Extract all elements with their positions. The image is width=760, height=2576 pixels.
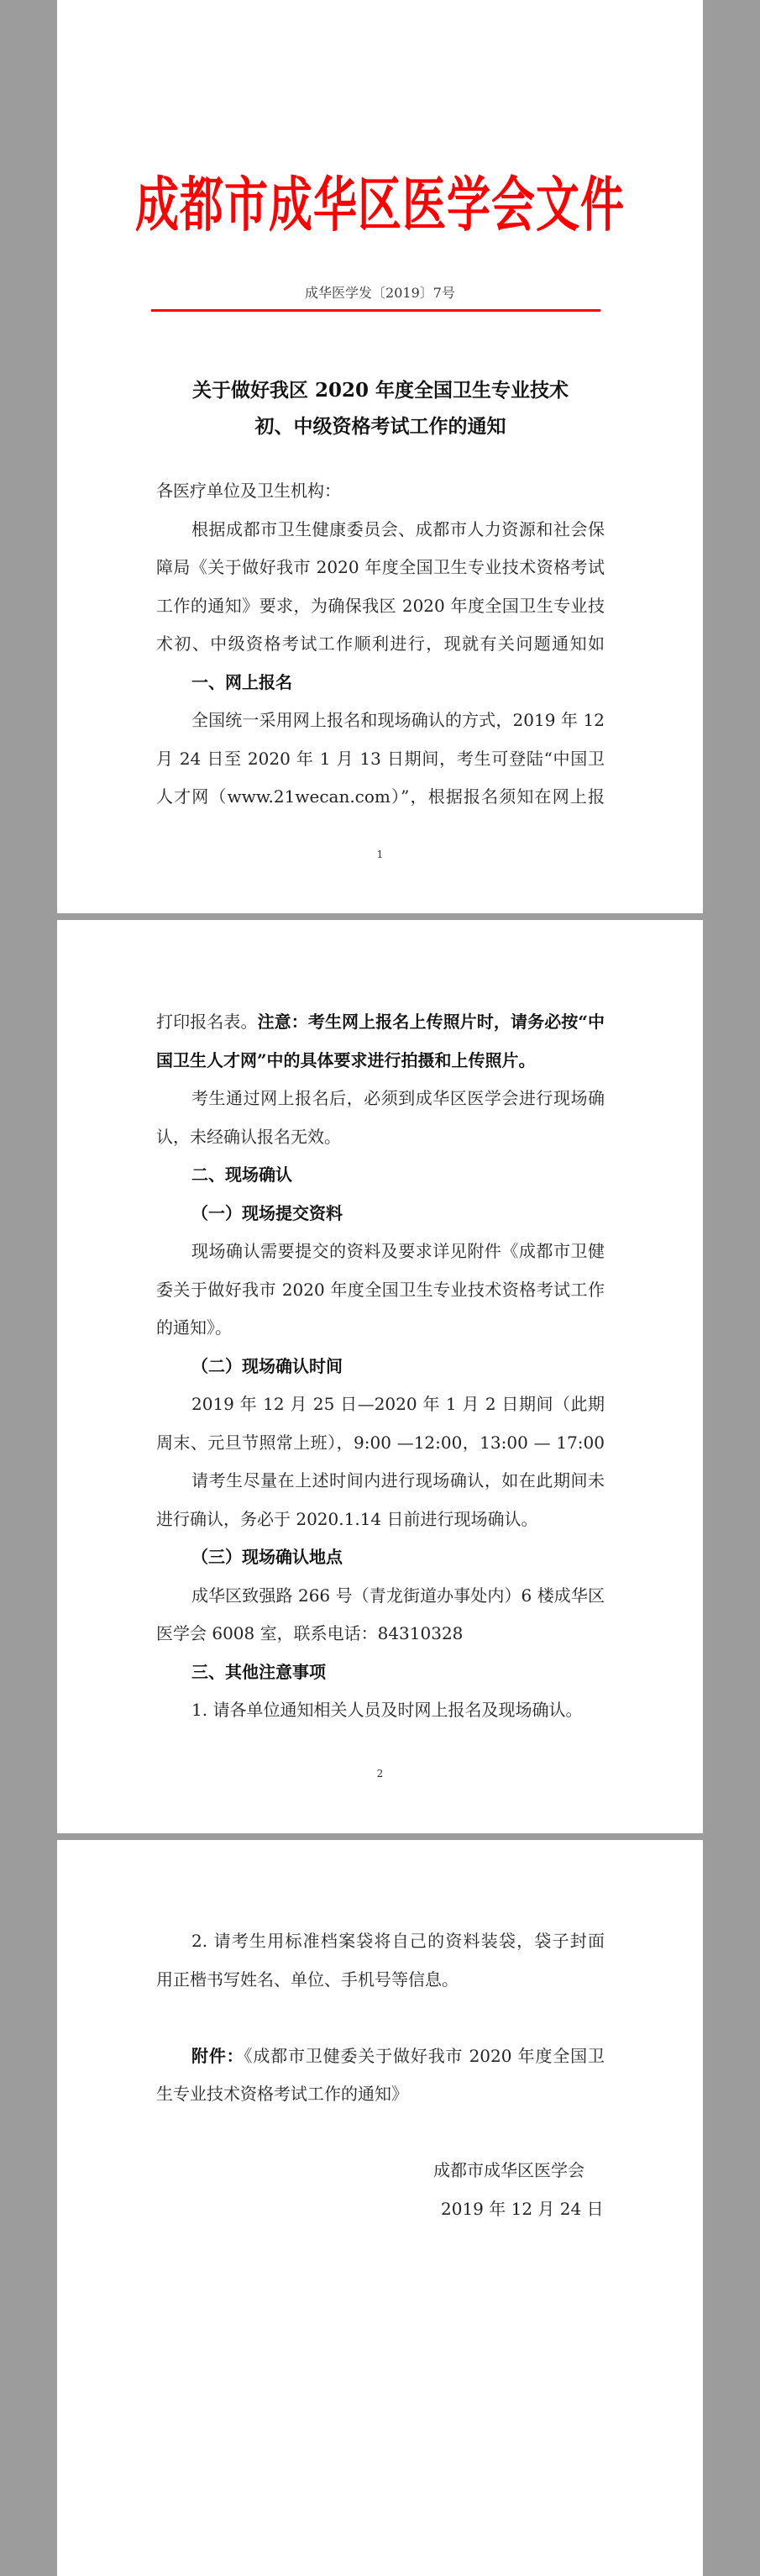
text-line [156, 2037, 605, 2076]
text-line: 的通知》。 [156, 1317, 232, 1338]
text-line: 全国统一采用网上报名和现场确认的方式，2019 年 12 [191, 710, 605, 730]
red-divider [151, 309, 600, 312]
signature-org: 成都市成华区医学会 [433, 2160, 584, 2180]
text-segment: 打印报名表。 [156, 1012, 258, 1032]
text-line: 2. 请考生用标准档案袋将自己的资料装袋，袋子封面 [191, 1931, 605, 1951]
text-line [156, 1003, 605, 1042]
section-heading: 国卫生人才网”中的具体要求进行拍摄和上传照片。 [156, 1049, 536, 1070]
text-line: 委关于做好我市 2020 年度全国卫生专业技术资格考试工作 [156, 1279, 605, 1300]
signature-date: 2019 年 12 月 24 日 [441, 2198, 604, 2219]
document-page-2 [57, 920, 703, 1833]
text-line: 月 24 日至 2020 年 1 月 13 日期间，考生可登陆“中国卫 [156, 748, 605, 769]
text-line: 1. 请各单位通知相关人员及时网上报名及现场确认。 [191, 1700, 583, 1720]
text-line: 考生通过网上报名后，必须到成华区医学会进行现场确 [191, 1088, 605, 1108]
section-heading: （一）现场提交资料 [191, 1202, 343, 1223]
document-title-line: 初、中级资格考试工作的通知 [254, 415, 506, 438]
page-number: 1 [376, 849, 384, 860]
text-line: 进行确认，务必于 2020.1.14 日前进行现场确认。 [156, 1508, 538, 1529]
text-line: 医学会 6008 室，联系电话：84310328 [156, 1623, 464, 1643]
text-line: 用正楷书写姓名、单位、手机号等信息。 [156, 1969, 459, 1990]
section-heading: （二）现场确认时间 [191, 1355, 343, 1376]
document-page-3 [57, 1840, 703, 2576]
bold-text: 附件： [191, 2045, 244, 2066]
text-segment: 《成都市卫健委关于做好我市 2020 年度全国卫 [244, 2045, 605, 2066]
section-heading: 三、其他注意事项 [191, 1661, 326, 1682]
page-body [156, 1922, 605, 2228]
text-line: 成华区致强路 266 号（青龙街道办事处内）6 楼成华区 [191, 1585, 605, 1606]
text-line: 术初、中级资格考试工作顺利进行，现就有关问题通知如 [156, 633, 605, 654]
text-line: 各医疗单位及卫生机构： [156, 481, 341, 501]
document-page-1 [57, 0, 703, 913]
text-line: 现场确认需要提交的资料及要求详见附件《成都市卫健 [191, 1241, 605, 1261]
text-line: 障局《关于做好我市 2020 年度全国卫生专业技术资格考试 [156, 557, 605, 577]
text-line: 根据成都市卫生健康委员会、成都市人力资源和社会保 [191, 518, 605, 539]
text-line: 周末、元旦节照常上班），9:00 —12:00，13:00 — 17:00 [156, 1432, 605, 1453]
section-heading: 二、现场确认 [191, 1164, 292, 1185]
text-line: 人才网（www.21wecan.com）”，根据报名须知在网上报 [156, 786, 605, 807]
org-letterhead-title: 成都市成华区医学会文件 [134, 171, 625, 240]
page-body [156, 1003, 605, 1730]
text-line: 生专业技术资格考试工作的通知》 [156, 2084, 408, 2104]
blank-line [156, 1999, 605, 2037]
document-title [156, 372, 605, 444]
bold-text: 注意：考生网上报名上传照片时，请务必按“中 [257, 1012, 605, 1032]
document-title-line: 关于做好我区 2020 年度全国卫生专业技术 [191, 379, 569, 402]
document-number: 成华医学发〔2019〕7号 [305, 285, 455, 301]
blank-line [156, 2114, 605, 2153]
text-line: 认，未经确认报名无效。 [156, 1126, 341, 1147]
page-number: 2 [376, 1768, 384, 1780]
text-line: 工作的通知》要求，为确保我区 2020 年度全国卫生专业技 [156, 595, 605, 616]
section-heading: （三）现场确认地点 [191, 1547, 343, 1567]
page-body [156, 472, 605, 817]
text-line: 2019 年 12 月 25 日—2020 年 1 月 2 日期间（此期 [191, 1394, 605, 1414]
text-line: 请考生尽量在上述时间内进行现场确认，如在此期间未 [191, 1470, 605, 1490]
section-heading: 一、网上报名 [191, 671, 292, 692]
